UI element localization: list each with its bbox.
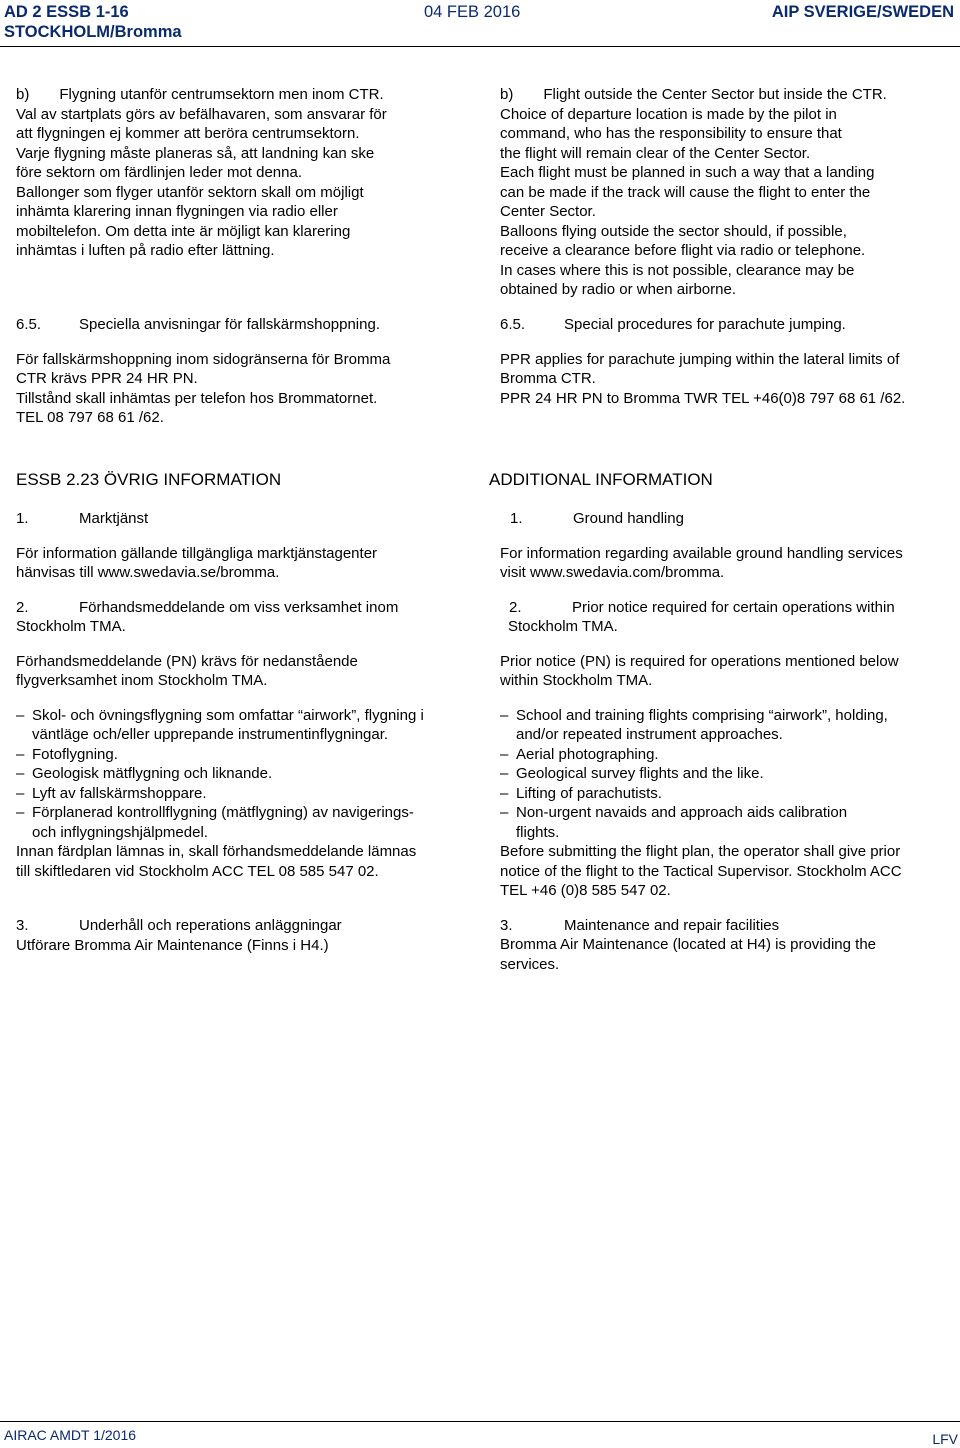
- sv-section-2-23: [16, 469, 424, 955]
- en-section-2-23: [489, 469, 903, 974]
- dash-bullet: –: [16, 745, 25, 763]
- item-title: Prior notice required for certain operations within: [572, 598, 895, 616]
- item-number: 2.: [16, 598, 29, 616]
- item-heading: [16, 509, 424, 529]
- dash-bullet: –: [500, 784, 509, 802]
- paragraph-line: hänvisas till www.swedavia.se/bromma.: [16, 564, 280, 581]
- paragraph-line: Choice of departure location is made by the pilot in: [500, 105, 837, 123]
- paragraph-line: mobiltelefon. Om detta inte är möjligt kan klarering: [16, 222, 351, 240]
- page-header: [0, 0, 960, 47]
- item-title: Underhåll och reperations anläggningar: [79, 917, 342, 934]
- dash-item: – Förplanerad kontrollflygning (mätflygning) av navigerings-: [16, 804, 414, 821]
- item-title: Marktjänst: [79, 510, 149, 527]
- en-section-6-5: [500, 315, 905, 408]
- paragraph-line: inhämtas i luften på radio efter lättning.: [16, 242, 275, 259]
- dash-item-cont: och inflygningshjälpmedel.: [32, 823, 208, 841]
- section-title: Speciella anvisningar för fallskärmshoppning.: [79, 316, 380, 333]
- dash-item: – Geological survey flights and the like.: [500, 765, 764, 782]
- publication-date: 04 FEB 2016: [424, 3, 521, 21]
- dash-item-cont: and/or repeated instrument approaches.: [516, 726, 783, 743]
- dash-item: – Aerial photographing.: [500, 745, 659, 763]
- paragraph-line: Tillstånd skall inhämtas per telefon hos Brommatornet.: [16, 389, 378, 407]
- dash-bullet: –: [500, 804, 509, 821]
- item-number: 3.: [16, 917, 29, 934]
- paragraph-line: obtained by radio or when airborne.: [500, 281, 736, 298]
- sv-section-6-5: [16, 315, 390, 428]
- paragraph-line: till skiftledaren vid Stockholm ACC TEL 08 585 547 02.: [16, 862, 379, 880]
- dash-item: – Geologisk mätflygning och liknande.: [16, 765, 273, 782]
- dash-item: – School and training flights comprising “airwork”, holding,: [500, 706, 888, 724]
- paragraph-line: services.: [500, 955, 560, 973]
- section-number: 6.5.: [500, 316, 526, 333]
- paragraph-line: PPR 24 HR PN to Bromma TWR TEL +46(0)8 797 68 61 /62.: [500, 389, 906, 407]
- item-title: Förhandsmeddelande om viss verksamhet inom: [79, 598, 399, 616]
- paragraph-line: For information regarding available ground handling services: [500, 544, 903, 562]
- paragraph-line: Bromma CTR.: [500, 370, 596, 387]
- dash-bullet: –: [16, 784, 25, 802]
- item-number: 2.: [509, 598, 522, 616]
- dash-bullet: –: [500, 745, 509, 763]
- item-title: Ground handling: [573, 510, 684, 527]
- dash-item: – Lifting of parachutists.: [500, 784, 662, 802]
- paragraph-line: can be made if the track will cause the flight to enter the: [500, 183, 871, 201]
- paragraph-line: Center Sector.: [500, 203, 596, 220]
- section-heading: ESSB 2.23 ÖVRIG INFORMATION: [16, 470, 282, 489]
- paragraph-line: receive a clearance before flight via radio or telephone.: [500, 242, 866, 259]
- publisher: AIP SVERIGE/SWEDEN: [771, 3, 954, 21]
- item-number: 3.: [500, 916, 513, 934]
- section-number: 6.5.: [16, 316, 42, 333]
- paragraph-line: att flygningen ej kommer att beröra centrumsektorn.: [16, 125, 360, 142]
- paragraph-line: visit www.swedavia.com/bromma.: [500, 564, 725, 581]
- paragraph-line: command, who has the responsibility to ensure that: [500, 125, 842, 142]
- item-number: 1.: [16, 510, 29, 527]
- section-title: Special procedures for parachute jumping.: [564, 316, 846, 333]
- paragraph-line: Prior notice (PN) is required for operations mentioned below: [500, 652, 899, 670]
- paragraph-line: För fallskärmshoppning inom sidogränserna för Bromma: [16, 350, 391, 368]
- paragraph-line: Förhandsmeddelande (PN) krävs för nedanstående: [16, 652, 358, 670]
- paragraph-line: Varje flygning måste planeras så, att landning kan ske: [16, 144, 375, 162]
- item-number: 1.: [510, 510, 523, 527]
- paragraph-line: PPR applies for parachute jumping within the lateral limits of: [500, 350, 900, 368]
- section-title: b) Flygning utanför centrumsektorn men inom CTR.: [16, 86, 384, 103]
- paragraph-line: För information gällande tillgängliga marktjänstagenter: [16, 544, 378, 562]
- paragraph-line: Bromma Air Maintenance (located at H4) is providing the: [500, 936, 877, 953]
- dash-item: – Skol- och övningsflygning som omfattar “airwork”, flygning i: [16, 706, 424, 724]
- paragraph-line: Innan färdplan lämnas in, skall förhandsmeddelande lämnas: [16, 843, 417, 860]
- aerodrome-name: STOCKHOLM/Bromma: [4, 23, 182, 41]
- section-heading: [16, 315, 390, 335]
- paragraph-line: In cases where this is not possible, clearance may be: [500, 261, 855, 279]
- dash-item-cont: flights.: [516, 823, 560, 841]
- section-heading: [500, 315, 905, 335]
- dash-item: – Non-urgent navaids and approach aids calibration: [500, 804, 848, 821]
- paragraph-line: Each flight must be planned in such a way that a landing: [500, 164, 875, 181]
- dash-bullet: –: [500, 706, 509, 724]
- paragraph-line: CTR krävs PPR 24 HR PN.: [16, 370, 198, 387]
- footer-rule: [0, 1421, 960, 1422]
- item-heading: [16, 598, 424, 618]
- en-section-b: [500, 85, 887, 300]
- paragraph-line: Utförare Bromma Air Maintenance (Finns i H4.): [16, 936, 329, 954]
- item-heading: [489, 509, 903, 529]
- paragraph-line: TEL +46 (0)8 585 547 02.: [500, 882, 671, 899]
- item-heading: [489, 598, 903, 618]
- item-heading: [489, 916, 903, 936]
- section-title: b) Flight outside the Center Sector but inside the CTR.: [500, 86, 887, 103]
- item-title: Maintenance and repair facilities: [564, 916, 780, 934]
- dash-bullet: –: [500, 765, 509, 782]
- item-title-cont: Stockholm TMA.: [508, 618, 618, 635]
- amendment-label: AIRAC AMDT 1/2016: [4, 1427, 137, 1443]
- item-heading: [16, 916, 424, 936]
- section-heading: ADDITIONAL INFORMATION: [489, 470, 713, 489]
- paragraph-line: TEL 08 797 68 61 /62.: [16, 409, 164, 426]
- dash-item: – Fotoflygning.: [16, 745, 118, 763]
- paragraph-line: Ballonger som flyger utanför sektorn skall om möjligt: [16, 183, 364, 201]
- dash-item: – Lyft av fallskärmshoppare.: [16, 784, 207, 802]
- paragraph-line: flygverksamhet inom Stockholm TMA.: [16, 672, 268, 689]
- paragraph-line: Balloons flying outside the sector should, if possible,: [500, 222, 847, 240]
- paragraph-line: notice of the flight to the Tactical Supervisor. Stockholm ACC: [500, 862, 902, 880]
- paragraph-line: the flight will remain clear of the Center Sector.: [500, 144, 811, 162]
- item-title-cont: Stockholm TMA.: [16, 618, 126, 635]
- sv-section-b: [16, 85, 387, 261]
- dash-bullet: –: [16, 765, 25, 782]
- paragraph-line: Before submitting the flight plan, the operator shall give prior: [500, 843, 901, 860]
- dash-bullet: –: [16, 804, 25, 821]
- doc-id: AD 2 ESSB 1-16: [4, 3, 129, 21]
- paragraph-line: within Stockholm TMA.: [500, 672, 653, 689]
- paragraph-line: inhämta klarering innan flygningen via radio eller: [16, 203, 338, 220]
- paragraph-line: före sektorn om färdlinjen leder mot denna.: [16, 164, 302, 181]
- dash-item-cont: väntläge och/eller upprepande instrumentinflygningar.: [32, 726, 389, 743]
- paragraph-line: Val av startplats görs av befälhavaren, som ansvarar för: [16, 105, 387, 123]
- dash-bullet: –: [16, 706, 25, 724]
- header-left: [4, 2, 182, 42]
- org-label: LFV: [932, 1431, 958, 1447]
